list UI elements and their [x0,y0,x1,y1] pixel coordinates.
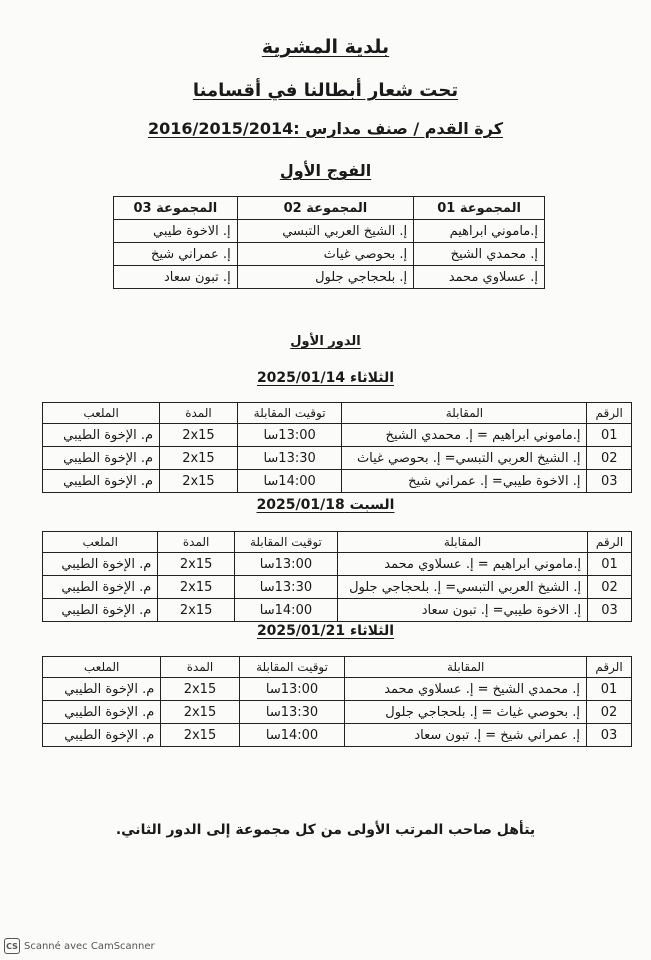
match-duration: 2x15 [160,424,238,447]
match-duration: 2x15 [160,470,238,493]
col-duration: المدة [158,532,235,553]
slogan-title: تحت شعار أبطالنا في أقسامنا [192,80,459,101]
col-number: الرقم [587,657,632,678]
table-row [43,553,632,576]
match-teams: إ. الشيخ العربي التبسي= إ. بحوصي غياث [342,447,587,470]
match-number: 03 [587,724,632,747]
schedule-header-row [43,532,632,553]
match-number: 02 [587,447,632,470]
group-title: الفوج الأول [279,161,372,180]
match-teams: إ. بحوصي غياث = إ. بلحجاجي جلول [345,701,587,724]
table-row [43,470,632,493]
table-row [43,576,632,599]
table-row [43,678,632,701]
col-duration: المدة [161,657,239,678]
match-time: 14:00سا [237,470,342,493]
group-header: المجموعة 02 [237,197,413,220]
group-team: إ.ماموني ابراهيم [414,220,545,243]
group-team: إ. الاخوة طيبي [114,220,238,243]
day-title: الثلاثاء 2025/01/21 [256,623,395,639]
match-time: 13:30سا [234,576,337,599]
groups-row [114,266,545,289]
match-teams: إ. الاخوة طيبي= إ. عمراني شيخ [342,470,587,493]
match-time: 13:00سا [239,678,345,701]
match-venue: م. الإخوة الطيبي [43,599,158,622]
group-header: المجموعة 03 [114,197,238,220]
col-number: الرقم [588,532,632,553]
groups-table [113,196,545,289]
col-time: توقيت المقابلة [237,403,342,424]
qualification-note: يتأهل صاحب المرتب الأولى من كل مجموعة إلى الدور الثاني. [115,822,536,838]
match-venue: م. الإخوة الطيبي [43,470,160,493]
schedule-table [42,656,632,747]
group-team: إ. بلحجاجي جلول [237,266,413,289]
match-duration: 2x15 [161,678,239,701]
group-team: إ. عمراني شيخ [114,243,238,266]
match-duration: 2x15 [158,553,235,576]
match-venue: م. الإخوة الطيبي [43,724,161,747]
match-time: 14:00سا [239,724,345,747]
match-duration: 2x15 [158,599,235,622]
match-venue: م. الإخوة الطيبي [43,576,158,599]
groups-header-row [114,197,545,220]
match-number: 03 [587,470,632,493]
table-row [43,701,632,724]
match-duration: 2x15 [158,576,235,599]
col-number: الرقم [587,403,632,424]
col-time: توقيت المقابلة [239,657,345,678]
col-venue: الملعب [43,403,160,424]
match-time: 13:30سا [239,701,345,724]
category-title: كرة القدم / صنف مدارس :2016/2015/2014 [147,119,504,138]
match-duration: 2x15 [161,701,239,724]
camscanner-watermark [4,938,155,954]
match-duration: 2x15 [160,447,238,470]
camscanner-text: Scanné avec CamScanner [24,940,155,952]
schedule-header-row [43,403,632,424]
match-number: 01 [588,553,632,576]
table-row [43,599,632,622]
group-team: إ. عسلاوي محمد [414,266,545,289]
group-team: إ. تبون سعاد [114,266,238,289]
match-venue: م. الإخوة الطيبي [43,678,161,701]
col-venue: الملعب [43,657,161,678]
round-title: الدور الأول [290,334,361,349]
col-duration: المدة [160,403,238,424]
match-number: 03 [588,599,632,622]
match-number: 01 [587,678,632,701]
match-teams: إ. محمدي الشيخ = إ. عسلاوي محمد [345,678,587,701]
match-venue: م. الإخوة الطيبي [43,447,160,470]
group-team: إ. الشيخ العربي التبسي [237,220,413,243]
match-venue: م. الإخوة الطيبي [43,553,158,576]
match-time: 14:00سا [234,599,337,622]
match-number: 02 [587,701,632,724]
group-header: المجموعة 01 [414,197,545,220]
match-teams: إ.ماموني ابراهيم = إ. محمدي الشيخ [342,424,587,447]
match-time: 13:00سا [234,553,337,576]
col-time: توقيت المقابلة [234,532,337,553]
group-team: إ. محمدي الشيخ [414,243,545,266]
match-teams: إ. عمراني شيخ = إ. تبون سعاد [345,724,587,747]
match-venue: م. الإخوة الطيبي [43,701,161,724]
col-venue: الملعب [43,532,158,553]
schedule-header-row [43,657,632,678]
match-number: 02 [588,576,632,599]
table-row [43,724,632,747]
match-venue: م. الإخوة الطيبي [43,424,160,447]
match-teams: إ. الشيخ العربي التبسي= إ. بلحجاجي جلول [338,576,588,599]
match-number: 01 [587,424,632,447]
table-row [43,424,632,447]
camscanner-logo-icon: CS [4,938,20,954]
groups-row [114,220,545,243]
group-team: إ. بحوصي غياث [237,243,413,266]
col-match: المقابلة [345,657,587,678]
schedule-table [42,402,632,493]
match-time: 13:00سا [237,424,342,447]
match-teams: إ. الاخوة طيبي= إ. تبون سعاد [338,599,588,622]
match-time: 13:30سا [237,447,342,470]
match-teams: إ.ماموني ابراهيم = إ. عسلاوي محمد [338,553,588,576]
schedule-table [42,531,632,622]
col-match: المقابلة [342,403,587,424]
col-match: المقابلة [338,532,588,553]
day-title: الثلاثاء 2025/01/14 [256,370,395,386]
groups-row [114,243,545,266]
day-title: السبت 2025/01/18 [256,497,395,513]
match-duration: 2x15 [161,724,239,747]
table-row [43,447,632,470]
municipality-title: بلدية المشرية [261,36,390,58]
